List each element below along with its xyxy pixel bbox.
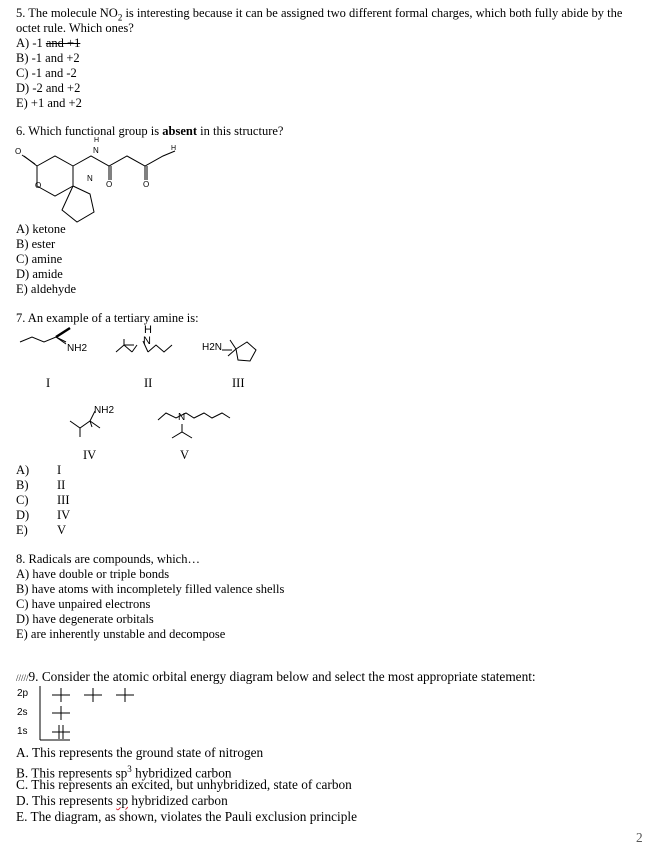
q7-label-h: H [144,324,152,336]
q6-option-b[interactable]: B) ester [16,237,56,251]
q7-roman-1: I [46,376,51,390]
q7-option-c[interactable]: C) III [16,493,70,507]
q7-label-n-5: N [178,412,186,423]
q8-option-d[interactable]: D) have degenerate orbitals [16,612,154,626]
q6-atom-o-bottom2: O [143,180,150,189]
q9-stem: /////9. Consider the atomic orbital energy diagram below and select the most appropriate statement: [16,669,536,684]
orbital-label-1s: 1s [17,726,28,737]
q7-roman-3: III [232,376,245,390]
q5-option-d[interactable]: D) -2 and +2 [16,81,81,95]
q7-label-n-2: N [143,335,151,347]
q6-atom-o-left: O [15,147,22,156]
q6-atom-n-ring: N [87,174,93,183]
q5-option-b[interactable]: B) -1 and +2 [16,51,80,65]
q6-option-a[interactable]: A) ketone [16,222,66,236]
q6-option-c[interactable]: C) amine [16,252,63,266]
q5-option-e[interactable]: E) +1 and +2 [16,96,82,110]
q6-atom-n-top: N [93,146,99,155]
q7-option-d[interactable]: D) IV [16,508,71,522]
q5-option-c[interactable]: C) -1 and -2 [16,66,77,80]
q5-stem-line2: octet rule. Which ones? [16,21,134,35]
q8-option-a[interactable]: A) have double or triple bonds [16,567,170,581]
q6-option-e[interactable]: E) aldehyde [16,282,77,296]
q9-option-a[interactable]: A. This represents the ground state of nitrogen [16,745,264,760]
q8-option-b[interactable]: B) have atoms with incompletely filled valence shells [16,582,285,596]
q7-option-a[interactable]: A) I [16,463,62,477]
q7-option-e[interactable]: E) V [16,523,67,537]
q6-atom-h-top: H [94,137,100,144]
q5-stem-line1: 5. The molecule $NO_2$ is interesting because it can be assigned two different formal charges, which both fully abide by the [16,6,623,23]
q9-option-b[interactable]: B. This represents $sp^3$ hybridized carbon [16,764,232,781]
q9-option-e[interactable]: E. The diagram, as shown, violates the Pauli exclusion principle [16,809,357,824]
q5-option-a[interactable]: A) -1 and +1 [16,36,81,50]
q8-option-c[interactable]: C) have unpaired electrons [16,597,151,611]
orbital-label-2s: 2s [17,707,28,718]
q7-label-nh2-4: NH2 [94,405,115,416]
q6-stem: 6. Which functional group is absent in this structure? [16,124,284,138]
q8-stem: 8. Radicals are compounds, which… [16,552,200,566]
q6-atom-o-ring: O [35,181,42,190]
orbital-label-2p: 2p [17,688,29,699]
q7-label-h2n: H2N [202,342,223,353]
q6-option-d[interactable]: D) amide [16,267,63,281]
q9-option-d[interactable]: D. This represents sp hybridized carbon [16,793,228,808]
q7-stem: 7. An example of a tertiary amine is: [16,311,199,325]
q6-atom-o-bottom1: O [106,180,113,189]
page-number: 2 [636,830,643,845]
q8-option-e[interactable]: E) are inherently unstable and decompose [16,627,226,641]
q7-roman-5: V [180,448,190,462]
q7-option-b[interactable]: B) II [16,478,66,492]
q7-roman-4: IV [83,448,97,462]
q7-label-nh2-1: NH2 [67,343,88,354]
q6-atom-h-right: H [171,145,177,152]
q7-roman-2: II [144,376,153,390]
q9-option-c[interactable]: C. This represents an excited, but unhybridized, state of carbon [16,777,352,792]
